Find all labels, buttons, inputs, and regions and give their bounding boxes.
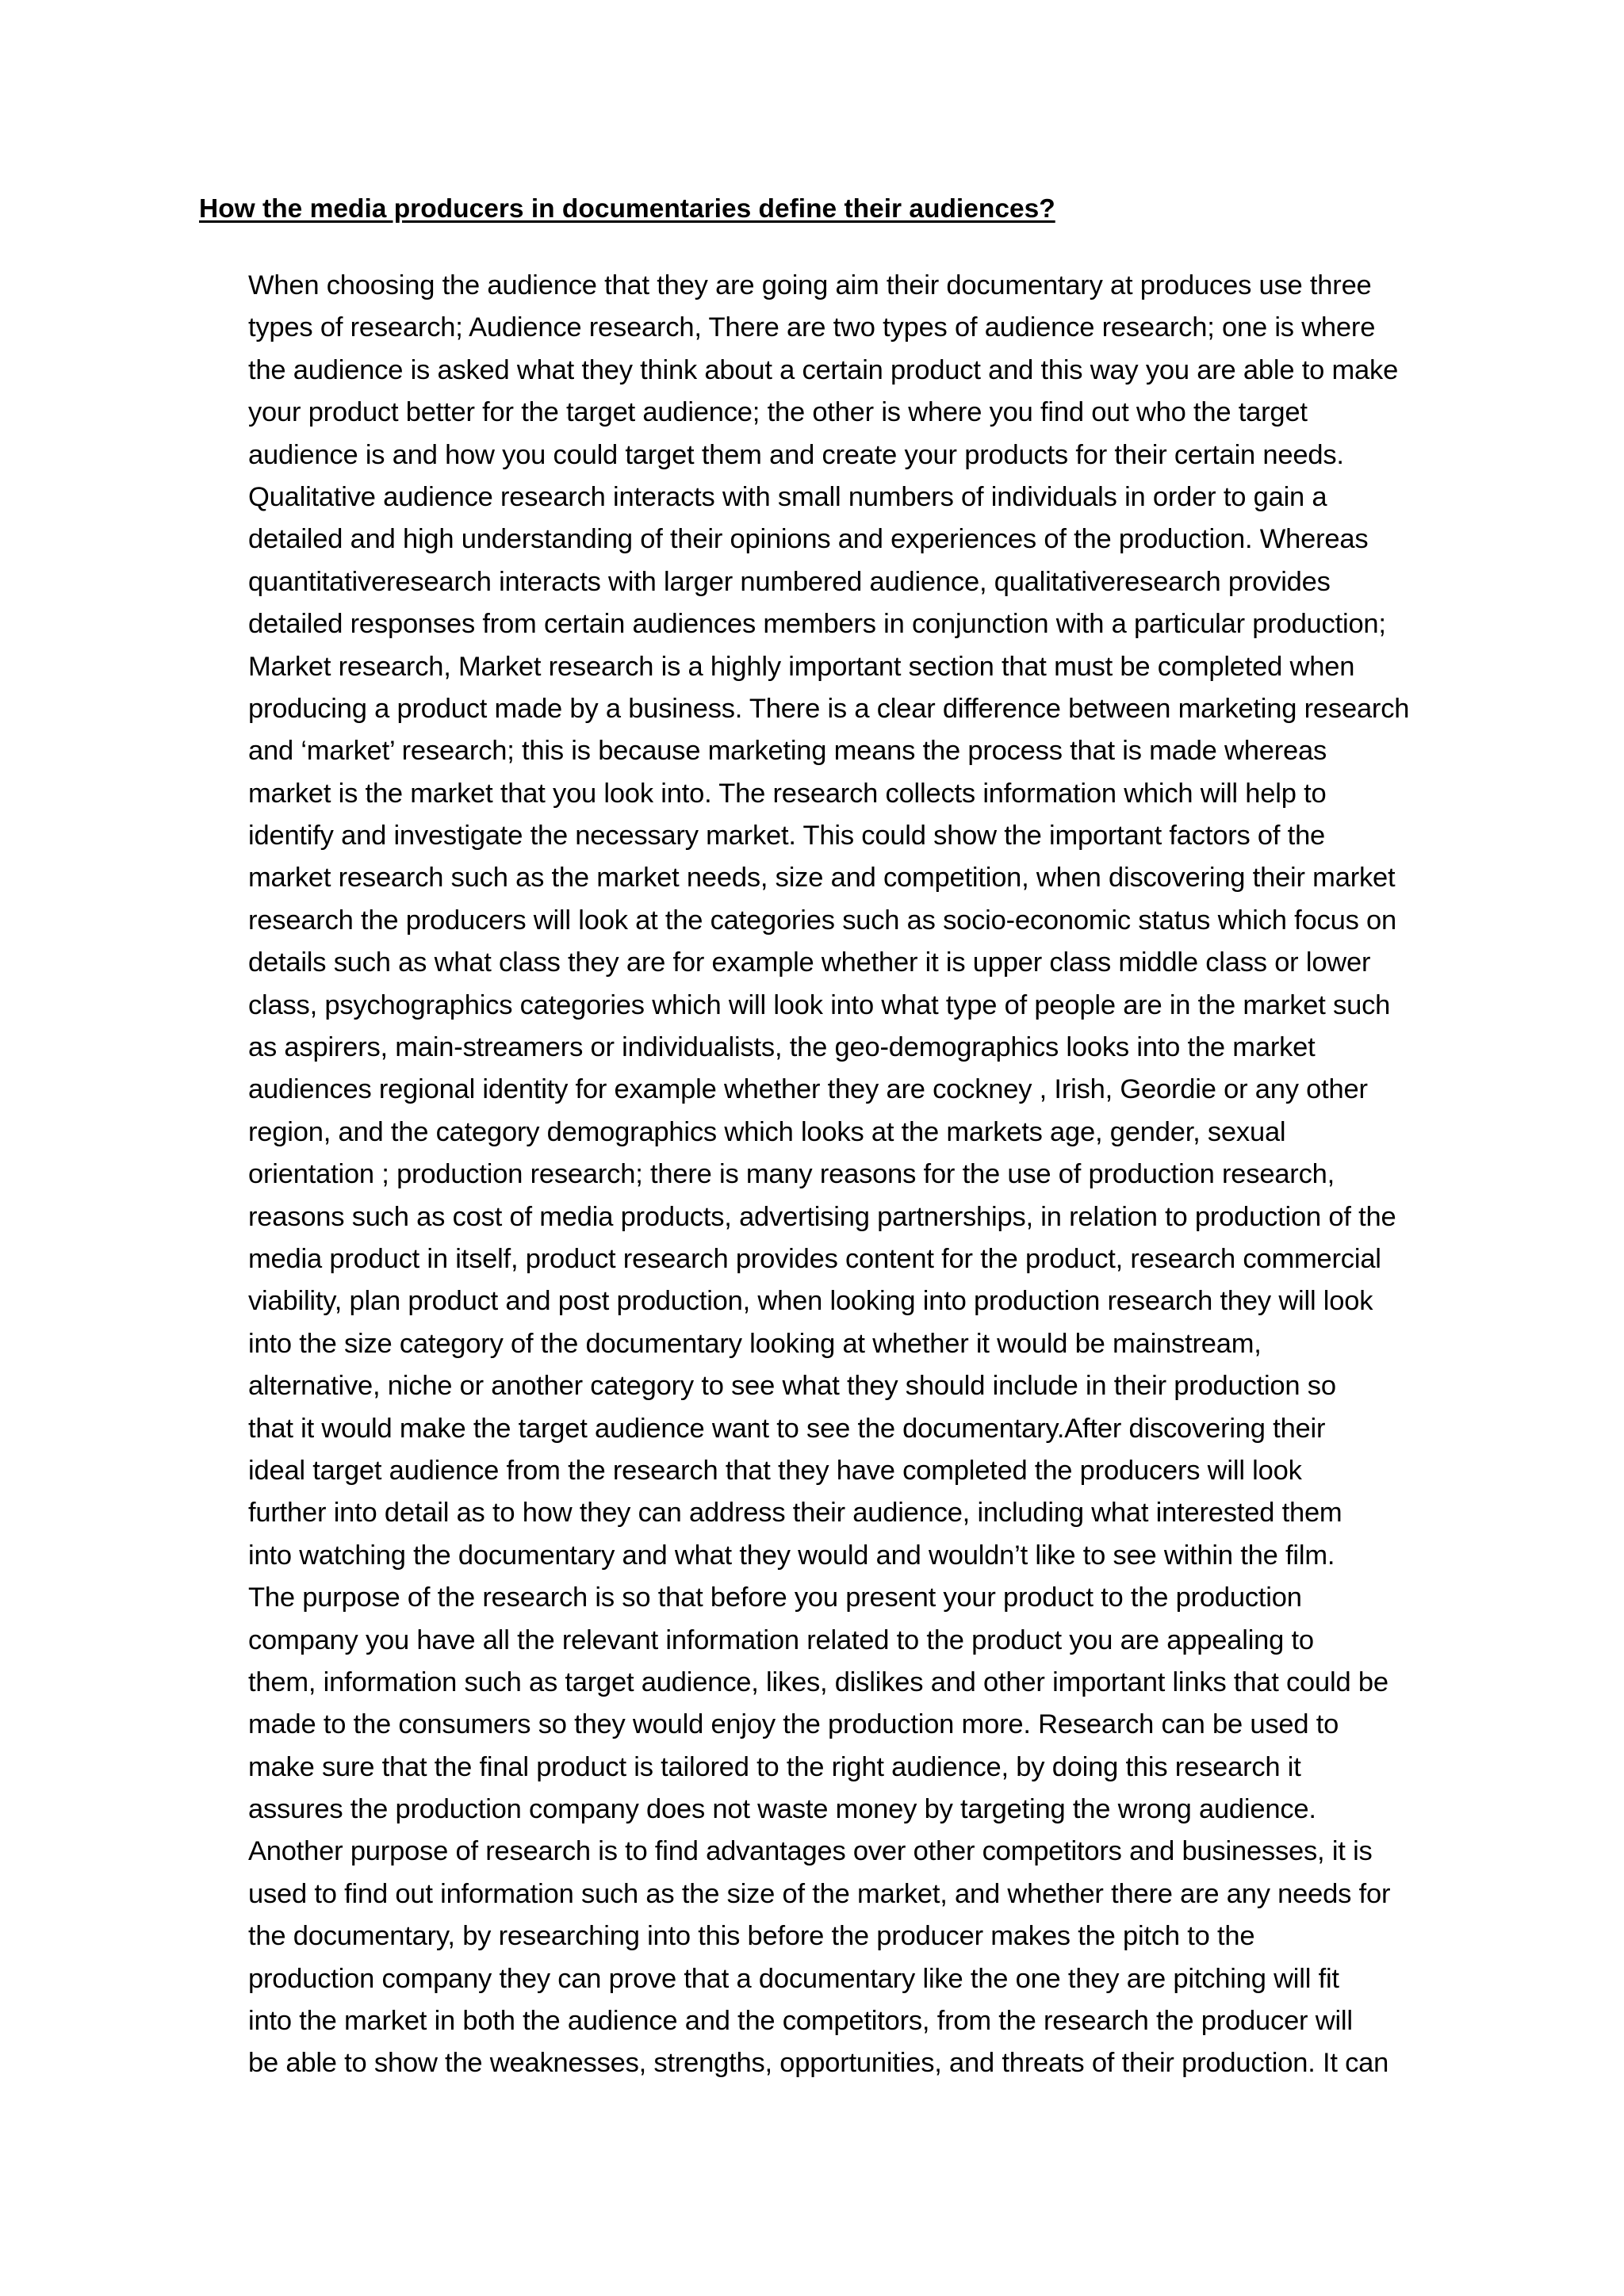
body-line: be able to show the weaknesses, strengths, opportunities, and threats of their production. It can: [248, 2048, 1389, 2079]
body-line: into watching the documentary and what they would and wouldn’t like to see within the film.: [248, 1540, 1335, 1571]
body-line: make sure that the final product is tailored to the right audience, by doing this research it: [248, 1751, 1301, 1782]
body-line: research the producers will look at the categories such as socio-economic status which focus on: [248, 905, 1396, 936]
body-line: audiences regional identity for example whether they are cockney , Irish, Geordie or any other: [248, 1074, 1368, 1105]
body-line: viability, plan product and post production, when looking into production research they will look: [248, 1286, 1373, 1317]
body-line: class, psychographics categories which will look into what type of people are in the market such: [248, 989, 1391, 1020]
body-line: When choosing the audience that they are going aim their documentary at produces use three: [248, 270, 1372, 300]
body-line: detailed responses from certain audiences members in conjunction with a particular production;: [248, 609, 1386, 640]
body-line: market research such as the market needs, size and competition, when discovering their market: [248, 863, 1396, 894]
body-line: further into detail as to how they can address their audience, including what interested them: [248, 1498, 1342, 1529]
body-line: ideal target audience from the research that they have completed the producers will look: [248, 1455, 1302, 1486]
body-line: Market research, Market research is a highly important section that must be completed when: [248, 651, 1355, 682]
body-line: and ‘market’ research; this is because marketing means the process that is made whereas: [248, 736, 1327, 767]
body-line: media product in itself, product research provides content for the product, research commercial: [248, 1243, 1381, 1274]
body-line: alternative, niche or another category to see what they should include in their production so: [248, 1371, 1336, 1402]
document-body: [248, 265, 1438, 2085]
body-line: market is the market that you look into. The research collects information which will help to: [248, 778, 1327, 809]
body-line: the audience is asked what they think about a certain product and this way you are able to make: [248, 354, 1399, 385]
body-line: orientation ; production research; there is many reasons for the use of production research,: [248, 1159, 1335, 1190]
body-line: Qualitative audience research interacts with small numbers of individuals in order to gain a: [248, 481, 1327, 512]
body-line: your product better for the target audience; the other is where you find out who the target: [248, 397, 1308, 428]
body-line: into the size category of the documentary looking at whether it would be mainstream,: [248, 1328, 1262, 1359]
body-line: production company they can prove that a documentary like the one they are pitching will fit: [248, 1963, 1339, 1994]
body-line: assures the production company does not waste money by targeting the wrong audience.: [248, 1794, 1316, 1825]
body-line: reasons such as cost of media products, advertising partnerships, in relation to production of the: [248, 1201, 1396, 1232]
body-line: detailed and high understanding of their opinions and experiences of the production. Whereas: [248, 524, 1369, 555]
body-line: producing a product made by a business. There is a clear difference between marketing research: [248, 693, 1410, 724]
body-line: that it would make the target audience want to see the documentary.After discovering their: [248, 1413, 1326, 1444]
body-line: region, and the category demographics which looks at the markets age, gender, sexual: [248, 1116, 1286, 1147]
body-line: The purpose of the research is so that before you present your product to the production: [248, 1582, 1302, 1613]
body-line: quantitativeresearch interacts with larger numbered audience, qualitativeresearch provides: [248, 566, 1331, 597]
body-line: them, information such as target audience, likes, dislikes and other important links that could be: [248, 1667, 1388, 1697]
body-line: made to the consumers so they would enjoy the production more. Research can be used to: [248, 1709, 1339, 1740]
body-line: into the market in both the audience and the competitors, from the research the producer will: [248, 2006, 1353, 2037]
body-line: identify and investigate the necessary market. This could show the important factors of the: [248, 821, 1326, 851]
body-line: audience is and how you could target them and create your products for their certain needs.: [248, 439, 1344, 470]
document-heading: How the media producers in documentaries define their audiences?: [199, 194, 1055, 224]
body-line: the documentary, by researching into this before the producer makes the pitch to the: [248, 1921, 1255, 1952]
body-line: company you have all the relevant information related to the product you are appealing to: [248, 1624, 1314, 1655]
body-line: Another purpose of research is to find advantages over other competitors and businesses, it is: [248, 1836, 1373, 1867]
body-line: used to find out information such as the size of the market, and whether there are any needs for: [248, 1878, 1391, 1909]
body-line: types of research; Audience research, There are two types of audience research; one is where: [248, 312, 1376, 343]
body-line: details such as what class they are for example whether it is upper class middle class or lower: [248, 947, 1371, 978]
body-line: as aspirers, main-streamers or individualists, the geo-demographics looks into the market: [248, 1032, 1316, 1063]
